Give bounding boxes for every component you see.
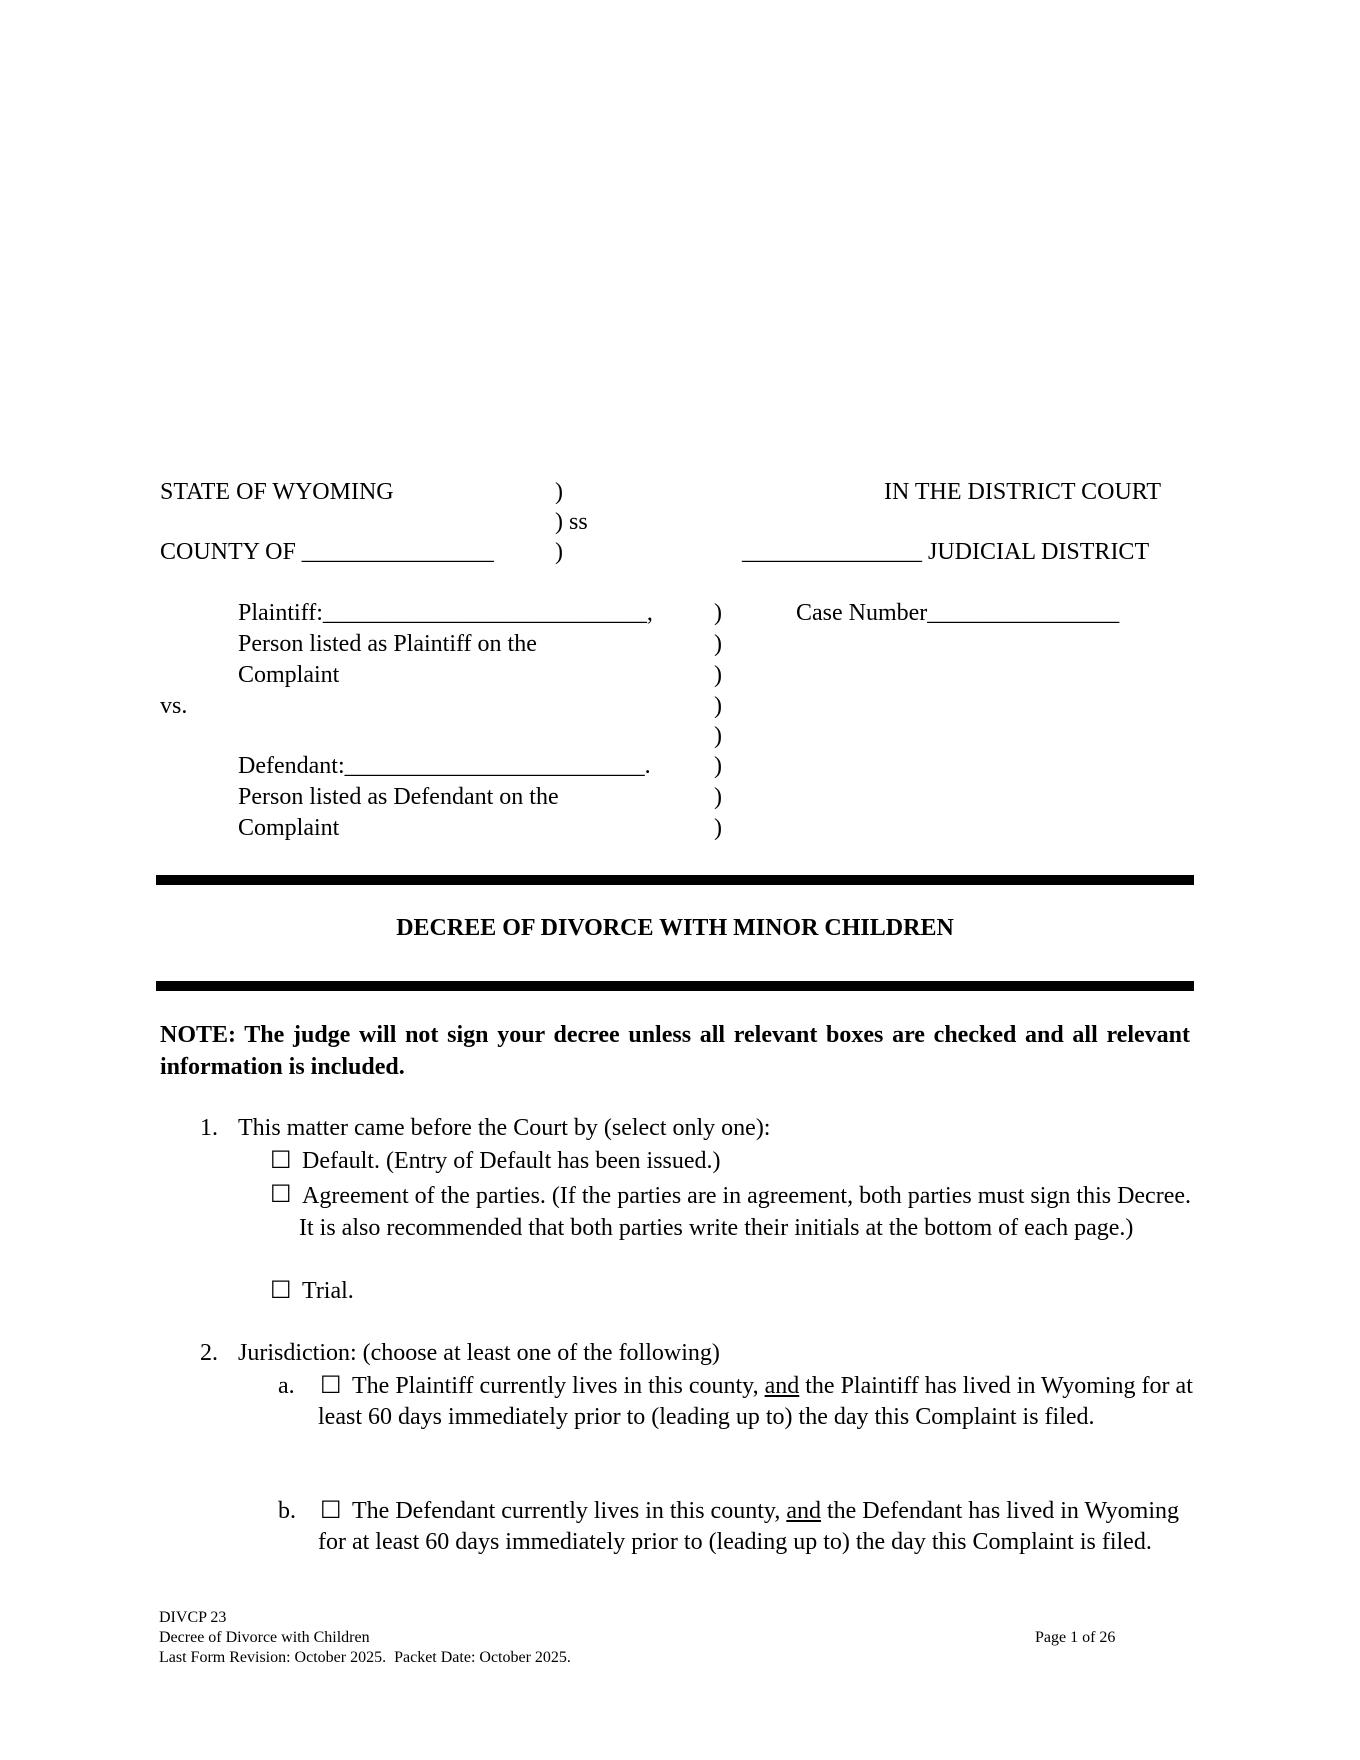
defendant-field[interactable]: Defendant:_________________________. [238,753,651,779]
caption-paren: ) [714,600,722,626]
option-text: The Plaintiff currently lives in this county, [352,1373,765,1399]
option-defendant-residence-label [318,1496,1198,1558]
state-label: STATE OF WYOMING [160,479,394,505]
checkbox-trial[interactable]: ☐ [270,1278,292,1304]
plaintiff-description: Complaint [238,662,340,688]
title-bottom-rule [156,981,1194,991]
caption-paren: ) [714,784,722,810]
option-agreement-label: Agreement of the parties. (If the parties are in agreement, both parties must sign this Decree. It is also recommended that both parties write their initials at the bottom of each page.) [299,1183,1192,1241]
county-field[interactable]: COUNTY OF ________________ [160,539,494,565]
checkbox-agreement[interactable]: ☐ [270,1182,292,1208]
case-number-field[interactable]: Case Number________________ [796,600,1120,626]
document-title: DECREE OF DIVORCE WITH MINOR CHILDREN [396,915,954,941]
note-paragraph: NOTE: The judge will not sign your decree unless all relevant boxes are checked and all relevant information is included. [160,1022,1190,1080]
emphasis-and: and [786,1498,821,1524]
caption-paren: ) [714,631,722,657]
checkbox-plaintiff-residence[interactable]: ☐ [320,1373,342,1399]
sub-item-label: b. [278,1498,296,1524]
item-2-text: Jurisdiction: (choose at least one of the following) [238,1340,720,1366]
option-plaintiff-residence-label [318,1371,1198,1433]
caption-paren: ) [714,723,722,749]
footer-form-name: Decree of Divorce with Children [159,1629,370,1646]
sub-item-label: a. [278,1373,295,1399]
item-1-text: This matter came before the Court by (select only one): [238,1115,771,1141]
judicial-district-field[interactable]: _______________ JUDICIAL DISTRICT [742,539,1150,565]
footer-revision: Last Form Revision: October 2025. Packet Date: October 2025. [159,1649,571,1666]
option-text: The Defendant currently lives in this county, [352,1498,787,1524]
caption-paren: ) [714,662,722,688]
option-text: the Defendant has lived in Wyoming for at least 60 days immediately prior to (leading up to) the day this Complaint is filed. [318,1498,1180,1555]
option-trial-label: Trial. [302,1278,354,1304]
caption-paren: ) [714,693,722,719]
checkbox-defendant-residence[interactable]: ☐ [320,1498,342,1524]
caption-paren: ) [714,815,722,841]
checkbox-default[interactable]: ☐ [270,1148,292,1174]
ss-label: ) ss [555,509,588,535]
footer-form-id: DIVCP 23 [159,1609,227,1626]
versus-label: vs. [160,693,188,719]
defendant-description: Person listed as Defendant on the [238,784,559,810]
option-text: the Plaintiff has lived in Wyoming for at least 60 days immediately prior to (leading up to) the day this Complaint is filed. [318,1373,1193,1430]
caption-paren: ) [714,753,722,779]
caption-paren: ) [555,539,563,565]
court-label: IN THE DISTRICT COURT [884,479,1162,505]
title-top-rule [156,875,1194,885]
plaintiff-description: Person listed as Plaintiff on the [238,631,537,657]
caption-paren: ) [555,479,563,505]
option-default-label: Default. (Entry of Default has been issued.) [302,1148,721,1174]
plaintiff-field[interactable]: Plaintiff:___________________________, [238,600,653,626]
emphasis-and: and [764,1373,800,1399]
defendant-description: Complaint [238,815,340,841]
item-number: 2. [200,1340,218,1366]
item-number: 1. [200,1115,218,1141]
footer-page-number: Page 1 of 26 [1035,1629,1116,1646]
